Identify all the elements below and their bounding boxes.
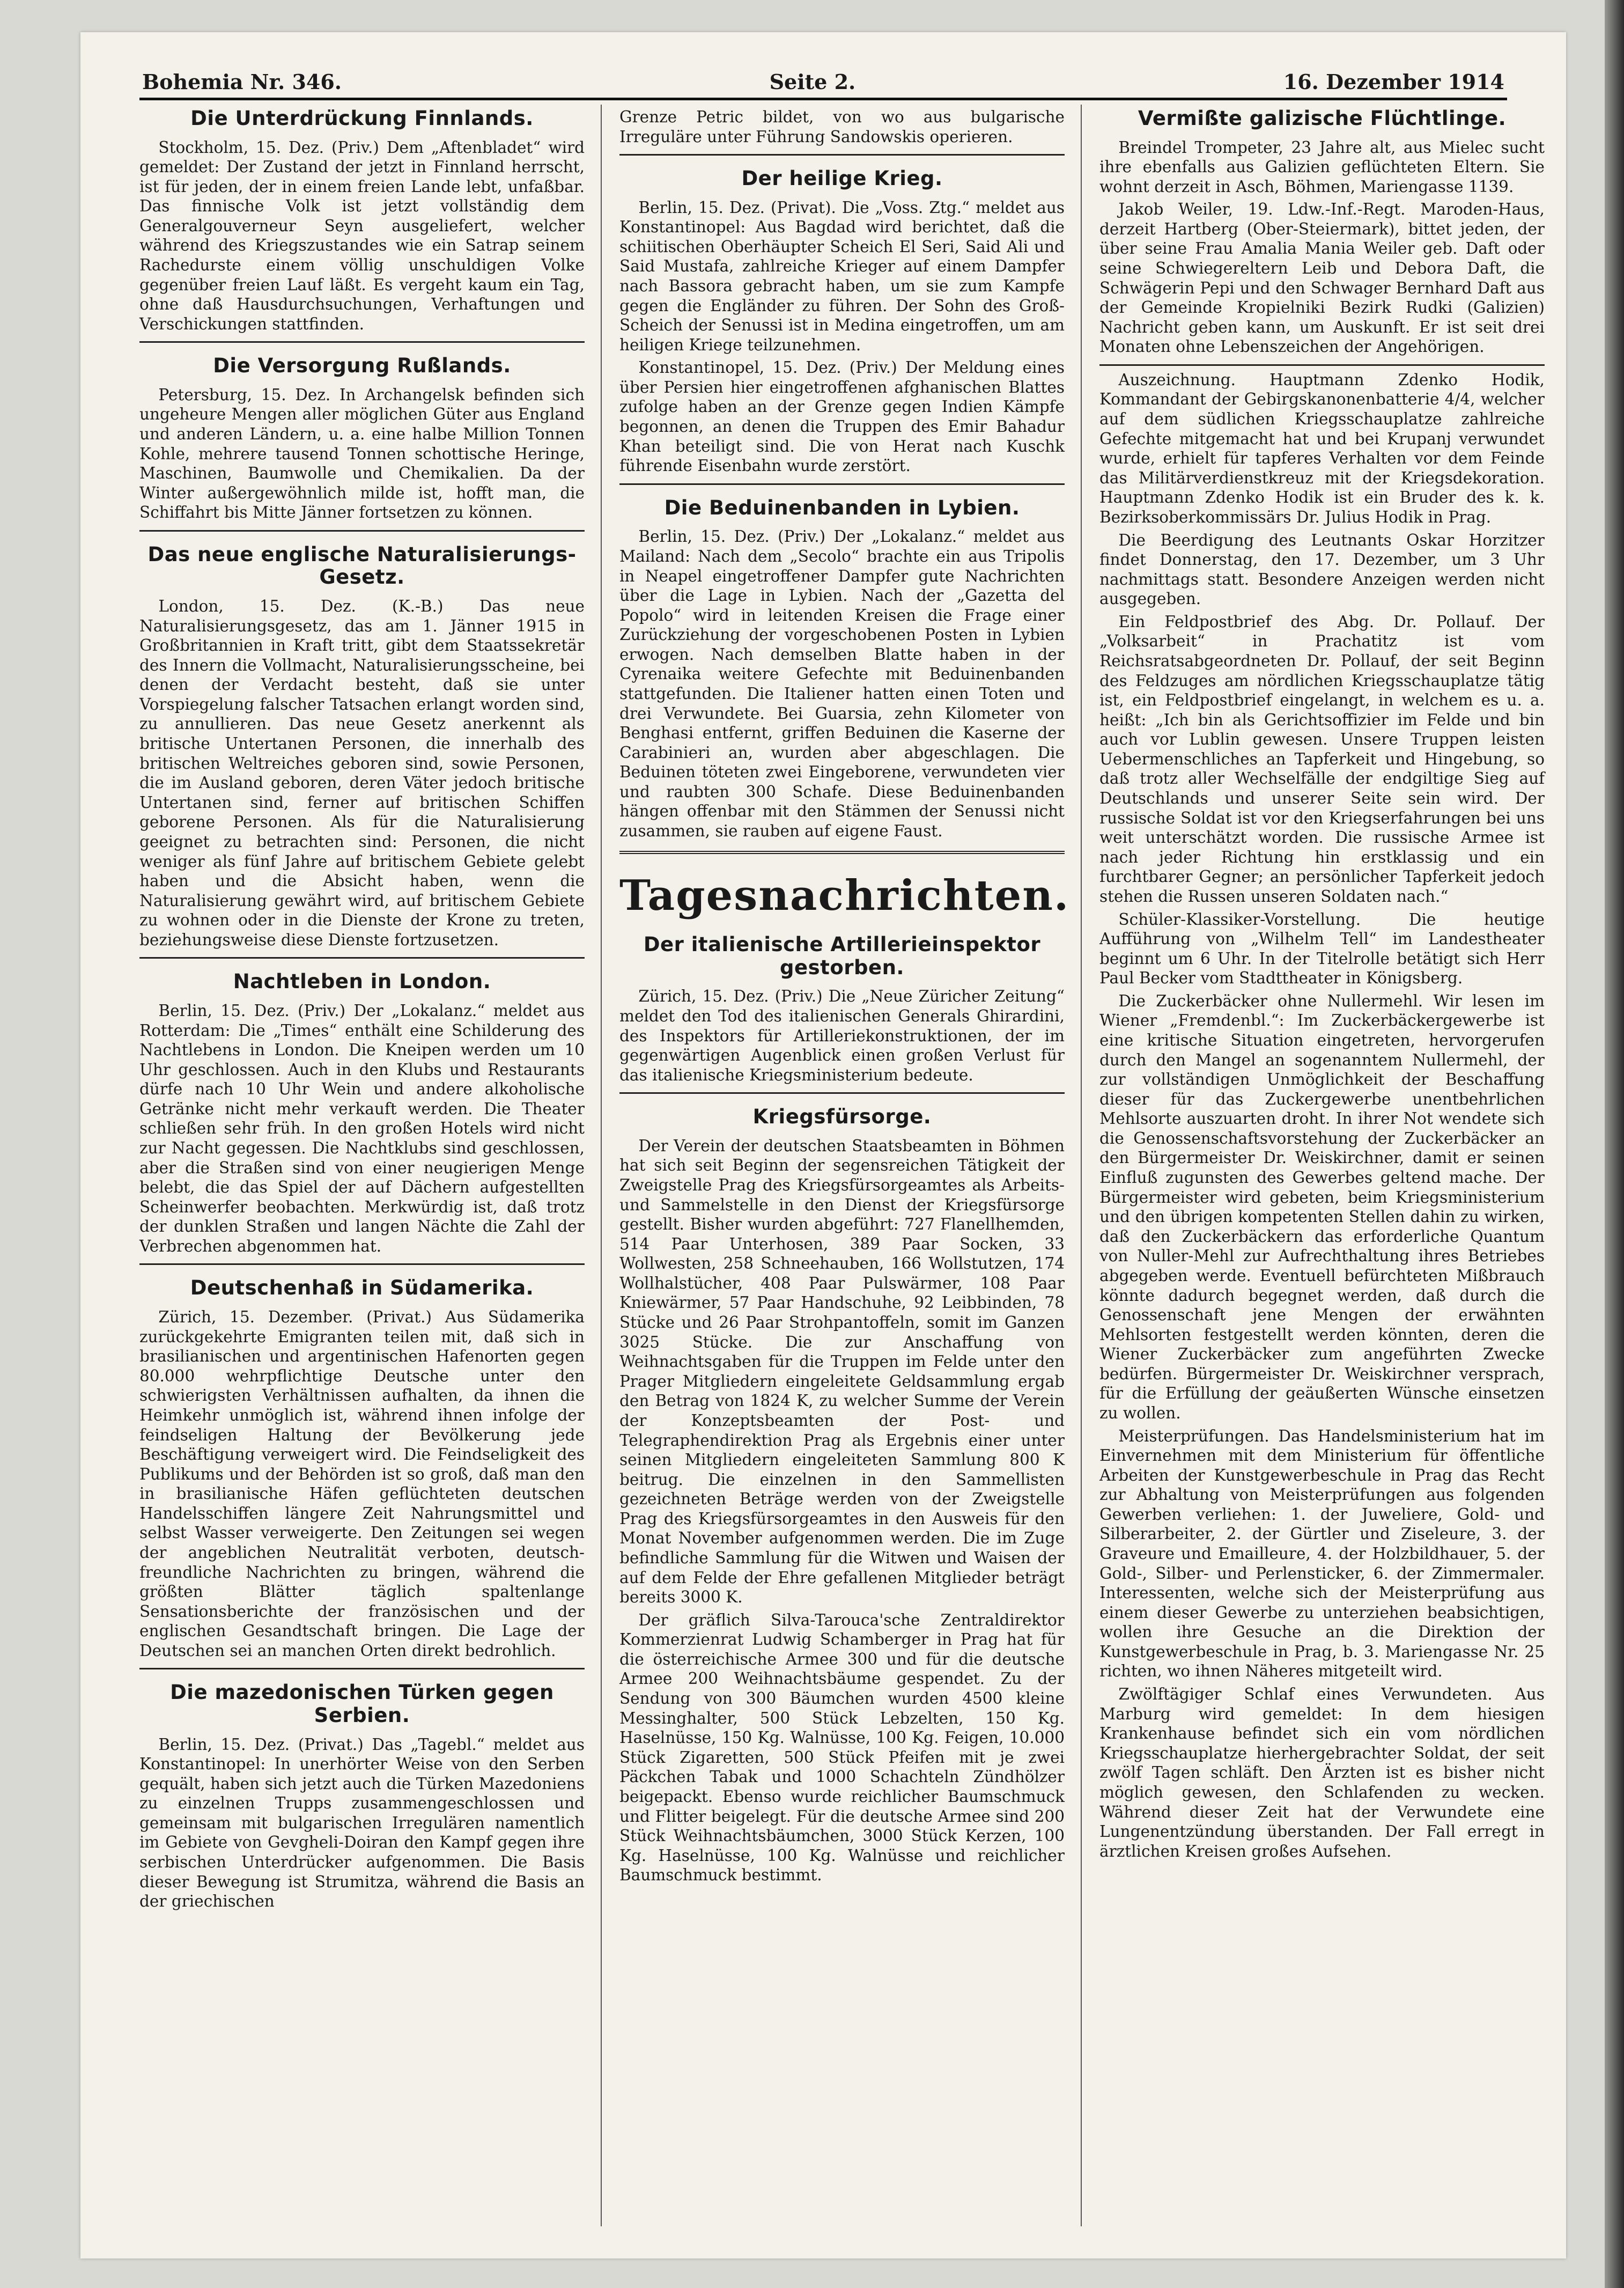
- news-item: Zwölftägiger Schlaf eines Verwundeten. Aus Marburg wird gemeldet: In dem hiesigen Krankenhause befindet sich ein vom nördlichen Kriegsschauplatze hierhergebrachter Soldat, der seit zwölf Tagen schläft. Den Ärzten ist es bisher nicht möglich gewesen, den Schlafenden zu wecken. Während dieser Zeit hat der Verwundete eine Lungenentzündung überstanden. Der Fall erregt in ärztlichen Kreisen großes Aufsehen.: [1099, 1685, 1545, 1860]
- article-title: Nachtleben in London.: [233, 970, 491, 994]
- article-title: Die Versorgung Rußlands.: [213, 354, 511, 378]
- article-title: Der heilige Krieg.: [741, 167, 943, 190]
- column-3: [1099, 107, 1545, 1864]
- article-title: Deutschenhaß in Südamerika.: [190, 1276, 534, 1300]
- article-text: Breindel Trompeter, 23 Jahre alt, aus Mielec sucht ihre ebenfalls aus Galizien geflüchteten Eltern. Sie wohnt derzeit in Asch, Böhmen, Mariengasse 1139.: [1099, 138, 1545, 196]
- news-item: Schüler-Klassiker-Vorstellung. Die heutige Aufführung von „Wilhelm Tell“ im Landestheater beginnt um 6 Uhr. In der Titelrolle betätigt sich Herr Paul Becker vom Stadttheater in Königsberg.: [1099, 910, 1545, 988]
- article-text: Berlin, 15. Dez. (Priv.) Der „Lokalanz.“ meldet aus Rotterdam: Die „Times“ enthält eine Schilderung des Nachtlebens in London. Die Kneipen werden um 10 Uhr geschlossen. Auch in den Klubs und Restaurants dürfe nach 10 Uhr Wein und andere alkoholische Getränke nicht mehr verkauft werden. Die Theater schließen sehr früh. In den großen Hotels wird nicht zur Nacht gegessen. Die Nachtklubs sind geschlossen, aber die Straßen sind von einer neugierigen Menge belebt, die das Spiel der auf Dächern aufgestellten Scheinwerfer beobachten. Merkwürdig ist, daß trotz der dunklen Straßen und langen Nächte die Zahl der Verbrechen abgenommen hat.: [139, 1001, 585, 1255]
- article-title: Vermißte galizische Flüchtlinge.: [1138, 107, 1507, 130]
- article-title: Kriegsfürsorge.: [752, 1105, 932, 1129]
- article-text: Grenze Petric bildet, von wo aus bulgarische Irreguläre unter Führung Sandowskis operieren.: [619, 108, 1065, 146]
- article-separator: [139, 1263, 585, 1265]
- header-page-number: Seite 2.: [769, 70, 856, 94]
- article-text: Zürich, 15. Dezember. (Privat.) Aus Südamerika zurückgekehrte Emigranten teilen mit, daß sich in brasilianischen und argentinischen Hafenorten gegen 80.000 wehrpflichtige Deutsche unter den schwierigsten Verhältnissen aufhalten, da ihnen die Heimkehr unmöglich ist, während ihnen infolge der feindseligen Haltung der Bevölkerung jede Beschäftigung verweigert wird. Die Feindseligkeit des Publikums und der Behörden ist so groß, daß man den in brasilianische Häfen geflüchteten deutschen Handelsschiffen längere Zeit Nahrungsmittel und selbst Wasser verweigerte. Den Zeitungen sei wegen der angeblichen Neutralität verboten, deutsch-freundliche Nachrichten zu bringen, während die größten Blätter täglich spaltenlange Sensationsberichte der französischen und der englischen Gesandtschaft bringen. Die Lage der Deutschen sei an manchen Orten direkt bedrohlich.: [139, 1308, 585, 1660]
- news-item: Die Beerdigung des Leutnants Oskar Horzitzer findet Donnerstag, den 17. Dezember, um 3 Uhr nachmittags statt. Besondere Anzeigen werden nicht ausgegeben.: [1099, 531, 1545, 608]
- column-2: [619, 107, 1070, 1888]
- article-text: Petersburg, 15. Dez. In Archangelsk befinden sich ungeheure Mengen aller möglichen Güter aus England und anderen Ländern, u. a. eine halbe Million Tonnen Kohle, mehrere tausend Tonnen schottische Heringe, Maschinen, Baumwolle und Chemikalien. Da der Winter außergewöhnlich milde ist, hofft man, die Schiffahrt bis Mitte Jänner fortsetzen zu können.: [139, 385, 585, 522]
- news-item: Auszeichnung. Hauptmann Zdenko Hodik, Kommandant der Gebirgskanonenbatterie 4/4, welcher auf dem südlichen Kriegsschauplatze zahlreiche Gefechte mitgemacht hat und bei Krupanj verwundet wurde, erhielt für tapferes Verhalten vor dem Feinde das Militärverdienstkreuz mit der Kriegsdekoration. Hauptmann Zdenko Hodik ist ein Bruder des k. k. Bezirksoberkommissärs Dr. Julius Hodik in Prag.: [1099, 370, 1545, 526]
- column-divider: [601, 105, 602, 2226]
- article-title: Der italienische Artillerieinspektor gestorben.: [643, 933, 1041, 979]
- page-header: [142, 56, 1504, 94]
- column-1: [139, 107, 585, 1915]
- article-separator: [619, 483, 1065, 485]
- article-text: Zürich, 15. Dez. (Priv.) Die „Neue Züricher Zeitung“ meldet den Tod des italienischen Generals Ghirardini, des Inspektors für Artilleriekonstruktionen, der im gegenwärtigen Augenblick einen großen Verlust für das italienische Kriegsministerium bedeute.: [619, 987, 1065, 1084]
- article-text: Berlin, 15. Dez. (Priv.) Der „Lokalanz.“ meldet aus Mailand: Nach dem „Secolo“ brachte ein aus Tripolis in Neapel eingetroffener Dampfer gute Nachrichten über die Lage in Lybien. Nach der „Gazetta del Popolo“ wird in leitenden Kreisen die Frage einer Zurückziehung der vorgeschobenen Posten in Lybien erwogen. Nach demselben Blatte haben in der Cyrenaika weitere Gefechte mit Beduinenbanden stattgefunden. Die Italiener hatten einen Toten und drei Verwundete. Bei Guarsia, zehn Kilometer von Benghasi entfernt, griffen Beduinen die Kaserne der Carabinieri an, wurden aber abgeschlagen. Die Beduinen töteten zwei Eingeborene, verwundeten vier und raubten 300 Schafe. Diese Beduinenbanden hängen offenbar mit den Stämmen der Senussi nicht zusammen, sie rauben auf eigene Faust.: [619, 527, 1065, 841]
- header-rule: [139, 98, 1507, 100]
- article-separator: [139, 957, 585, 959]
- article-title: Die Beduinenbanden in Lybien.: [664, 496, 1020, 519]
- article-title: Die mazedonischen Türken gegen Serbien.: [170, 1681, 554, 1727]
- article-separator: [1099, 364, 1545, 366]
- article-text: London, 15. Dez. (K.-B.) Das neue Naturalisierungsgesetz, das am 1. Jänner 1915 in Großbritannien in Kraft tritt, gibt dem Staatssekretär des Innern die Vollmacht, Naturalisierungsscheine, bei denen der Verdacht besteht, daß sie unter Vorspiegelung falscher Tatsachen erlangt worden sind, zu annullieren. Das neue Gesetz anerkennt als britische Untertanen Personen, die innerhalb des britischen Weltreiches geboren sind, sowie Personen, die im Ausland geboren, deren Väter jedoch britische Untertanen sind, ferner auf britischen Schiffen geborene Personen. Als für die Naturalisierung geeignet zu betrachten sind: Personen, die nicht weniger als fünf Jahre auf britischem Gebiete gelebt haben und die Absicht haben, wenn die Naturalisierung gewährt wird, auf britischem Gebiete zu wohnen oder in die Dienste der Krone zu treten, beziehungsweise diese Dienste fortzusetzen.: [139, 597, 585, 949]
- article-separator: [139, 1668, 585, 1669]
- book-spine-shadow: [1605, 0, 1624, 2288]
- article-text: Der Verein der deutschen Staatsbeamten in Böhmen hat sich seit Beginn der segensreichen Tätigkeit der Zweigstelle Prag des Kriegsfürsorgeamtes als Arbeits- und Sammelstelle in den Dienst der Kriegsfürsorge gestellt. Bisher wurden abgeführt: 727 Flanellhemden, 514 Paar Unterhosen, 389 Paar Socken, 33 Wollwesten, 258 Schneehauben, 166 Wollstutzen, 174 Wollhalstücher, 408 Paar Pulswärmer, 108 Paar Kniewärmer, 57 Paar Handschuhe, 92 Leibbinden, 78 Stücke und 26 Paar Strohpantoffeln, somit im Ganzen 3025 Stücke. Die zur Anschaffung von Weihnachtsgaben für die Truppen im Felde unter den Prager Mitgliedern eingeleitete Geldsammlung ergab den Betrag von 1824 K, zu welcher Summe der Verein der Konzeptsbeamten der Post- und Telegraphendirektion Prag als Ergebnis einer unter seinen Mitgliedern eingeleiteten Sammlung 800 K beitrug. Die einzelnen in den Sammellisten gezeichneten Beträge werden von der Zweigstelle Prag des Kriegsfürsorgeamtes in den Ausweis für den Monat November aufgenommen werden. Die im Zuge befindliche Sammlung für die Witwen und Waisen der auf dem Felde der Ehre gefallenen Mitglieder beträgt bereits 3000 K.: [619, 1136, 1065, 1607]
- section-title: Tagesnachrichten.: [619, 871, 1070, 920]
- article-text: Jakob Weiler, 19. Ldw.-Inf.-Regt. Maroden-Haus, derzeit Hartberg (Ober-Steiermark), bittet jeden, der über seine Frau Amalia Mania Weiler geb. Daft oder seine Schwiegereltern Leib und Debora Daft, die Schwägerin Pepi und den Schwager Bernhard Daft aus der Gemeinde Kropielniki Bezirk Rudki (Galizien) Nachricht geben kann, um Auskunft. Er ist seit drei Monaten ohne Lebenszeichen der Angehörigen.: [1099, 200, 1545, 356]
- news-item: Die Zuckerbäcker ohne Nullermehl. Wir lesen im Wiener „Fremdenbl.“: Im Zuckerbäckergewerbe ist eine kritische Situation eingetreten, hervorgerufen durch den Mangel an sogenanntem Nullermehl, der zur vollständigen Unmöglichkeit der Beschaffung dieser für das Zuckergewerbe unentbehrlichen Mehlsorte auszuarten droht. In ihrer Not wendete sich die Genossenschaftsvorstehung der Zuckerbäcker an den Bürgermeister Dr. Weiskirchner, damit er seinen Einfluß zugunsten des Gewerbes geltend mache. Der Bürgermeister wird gebeten, beim Kriegsministerium und den übrigen kompetenten Stellen dahin zu wirken, daß den Zuckerbäckern das erforderliche Quantum von Nuller-Mehl zur Aufrechthaltung ihres Betriebes abgegeben werde. Eventuell befürchteten Mißbrauch könnte dadurch begegnet werden, daß durch die Genossenschaft jene Mengen der erwähnten Mehlsorten festgestellt werden könnten, deren die Wiener Zuckerbäcker zum angeführten Zwecke bedürfen. Bürgermeister Dr. Weiskirchner versprach, für die Erfüllung der geäußerten Wünsche einsetzen zu wollen.: [1099, 991, 1545, 1422]
- header-paper-number: Bohemia Nr. 346.: [142, 70, 342, 94]
- news-item: Meisterprüfungen. Das Handelsministerium hat im Einvernehmen mit dem Ministerium für öffentliche Arbeiten der Kunstgewerbeschule in Prag das Recht zur Abhaltung von Meisterprüfungen aus folgenden Gewerben verliehen: 1. der Juweliere, Gold- und Silberarbeiter, 2. der Gürtler und Ziseleure, 3. der Graveure und Emailleure, 4. der Holzbildhauer, 5. der Gold-, Silber- und Perlensticker, 6. der Zimmermaler. Interessenten, welche sich der Meisterprüfung aus einem dieser Gewerbe zu unterziehen beabsichtigen, wollen ihre Gesuche an die Direktion der Kunstgewerbeschule in Prag, b. 3. Mariengasse Nr. 25 richten, wo ihnen Näheres mitgeteilt wird.: [1099, 1426, 1545, 1681]
- article-separator: [139, 530, 585, 532]
- article-text: Konstantinopel, 15. Dez. (Priv.) Der Meldung eines über Persien hier eingetroffenen afghanischen Blattes zufolge haben an der Grenze gegen Indien Kämpfe begonnen, an denen die Truppen des Emir Bahadur Khan beteiligt sind. Die von Herat nach Kuschk führende Eisenbahn wurde zerstört.: [619, 358, 1065, 475]
- column-divider: [1081, 105, 1082, 2226]
- article-text: Der gräflich Silva-Tarouca'sche Zentraldirektor Kommerzienrat Ludwig Schamberger in Prag hat für die österreichische Armee 300 und für die deutsche Armee 200 Weihnachtsbäume gespendet. Zu der Sendung von 300 Bäumchen wurden 4500 kleine Messinghalter, 500 Stück Lebzelten, 150 Kg. Haselnüsse, 150 Kg. Walnüsse, 100 Kg. Feigen, 10.000 Stück Zigaretten, 500 Stück Pfeifen mit je zwei Päckchen Tabak und 1000 Schachteln Zündhölzer beigepackt. Ebenso wurde reichlicher Baumschmuck und Flitter beigelegt. Für die deutsche Armee sind 200 Stück Weihnachtsbäumchen, 3000 Stück Kerzen, 100 Kg. Haselnüsse, 100 Kg. Walnüsse und reichlicher Baumschmuck bestimmt.: [619, 1610, 1065, 1885]
- newspaper-page: [80, 32, 1566, 2258]
- section-separator: [619, 851, 1065, 854]
- article-separator: [619, 154, 1065, 156]
- article-text: Berlin, 15. Dez. (Privat). Die „Voss. Ztg.“ meldet aus Konstantinopel: Aus Bagdad wird berichtet, daß die schiitischen Oberhäupter Scheich El Seri, Said Ali und Said Mustafa, zahlreiche Krieger auf einem Dampfer nach Bassora gebracht haben, um sie zum Kampfe gegen die Engländer zu führen. Der Sohn des Groß-Scheich der Senussi ist in Medina eingetroffen, um am heiligen Kriege teilzunehmen.: [619, 198, 1065, 354]
- header-date: 16. Dezember 1914: [1283, 70, 1504, 94]
- article-text: Stockholm, 15. Dez. (Priv.) Dem „Aftenbladet“ wird gemeldet: Der Zustand der jetzt in Finnland herrscht, ist für jeden, der in einem freien Lande lebt, unfaßbar. Das finnische Volk ist jetzt vollständig dem Generalgouverneur Seyn ausgeliefert, welcher während des Kriegszustandes wie ein Satrap seinem Rachedurste einem völlig unschuldigen Volke gegenüber freien Lauf läßt. Es vergeht kaum ein Tag, ohne daß Hausdurchsuchungen, Verhaftungen und Verschickungen stattfinden.: [139, 138, 585, 333]
- article-separator: [139, 341, 585, 343]
- news-item: Ein Feldpostbrief des Abg. Dr. Pollauf. Der „Volksarbeit“ in Prachatitz ist vom Reichsratsabgeordneten Dr. Pollauf, der seit Beginn des Feldzuges am nördlichen Kriegsschauplatze tätig ist, ein Feldpostbrief eingelangt, in welchem es u. a. heißt: „Ich bin als Gerichtsoffizier im Felde und bin auch vor Lublin gewesen. Unsere Truppen leisten Uebermenschliches an Tapferkeit und Hingebung, so daß trotz aller Wechselfälle der endgiltige Sieg auf Deutschlands und unserer Seite sein wird. Der russische Soldat ist vor den Kriegserfahrungen bei uns weit unterschätzt worden. Die russische Armee ist nach jeder Richtung hin erstklassig und ein furchtbarer Gegner; an persönlicher Tapferkeit jedoch stehen die Russen unseren Soldaten nach.“: [1099, 612, 1545, 906]
- article-text: Berlin, 15. Dez. (Privat.) Das „Tagebl.“ meldet aus Konstantinopel: In unerhörter Weise von den Serben gequält, haben sich jetzt auch die Türken Mazedoniens zu einzelnen Trupps zusammengeschlossen und gemeinsam mit bulgarischen Irregulären namentlich im Gebiete von Gevgheli-Doiran den Kampf gegen ihre serbischen Unterdrücker aufgenommen. Die Basis dieser Bewegung ist Strumitza, während die Basis an der griechischen: [139, 1735, 585, 1911]
- article-title: Das neue englische Naturalisierungs-Gesetz.: [147, 542, 577, 589]
- article-title: Die Unterdrückung Finnlands.: [190, 107, 534, 130]
- article-separator: [619, 1092, 1065, 1094]
